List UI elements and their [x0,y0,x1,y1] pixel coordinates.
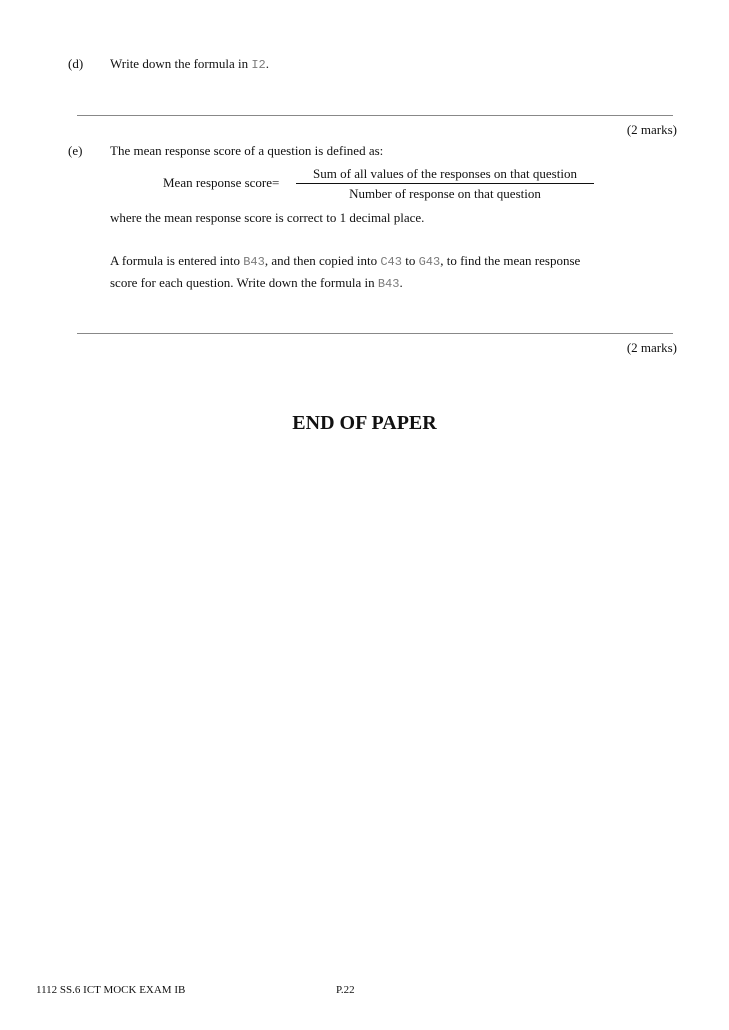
question-e-line2-before: score for each question. Write down the formula in [110,275,378,290]
formula-denominator: Number of response on that question [349,186,541,201]
question-d-text-after: . [265,56,270,71]
question-d-text-before: Write down the formula in [110,56,252,71]
cell-ref-g43: G43 [418,255,441,269]
question-d-label: (d) [68,56,84,71]
question-e-p1: A formula is entered into [110,253,244,268]
question-e-label: (e) [68,143,83,158]
footer-exam-name: 1112 SS.6 ICT MOCK EXAM IB [36,984,186,996]
cell-ref-i2: I2 [251,58,266,72]
question-e-marks: (2 marks) [626,340,677,355]
question-e-p3: to [401,253,419,268]
footer-page-number: P.22 [336,984,355,996]
formula-lhs: Mean response score= [163,175,280,190]
question-e-paragraph-line2 [110,275,403,291]
answer-line-d [77,115,673,116]
question-e-paragraph-line1 [110,253,580,269]
question-e-p2: , and then copied into [264,253,381,268]
question-e-line2-after: . [399,275,403,290]
answer-line-e [77,333,673,334]
cell-ref-c43: C43 [380,255,402,269]
formula-numerator: Sum of all values of the responses on that question [296,166,594,184]
question-d-text [110,56,269,72]
question-e-intro: The mean response score of a question is defined as: [110,143,384,158]
formula-fraction [296,166,594,202]
precision-note: where the mean response score is correct to 1 decimal place. [110,210,425,225]
end-of-paper-title: END OF PAPER [292,412,437,434]
question-d-marks: (2 marks) [626,122,677,137]
question-e-p4: , to find the mean response [440,253,581,268]
cell-ref-b43: B43 [243,255,265,269]
cell-ref-b43-second: B43 [377,277,400,291]
